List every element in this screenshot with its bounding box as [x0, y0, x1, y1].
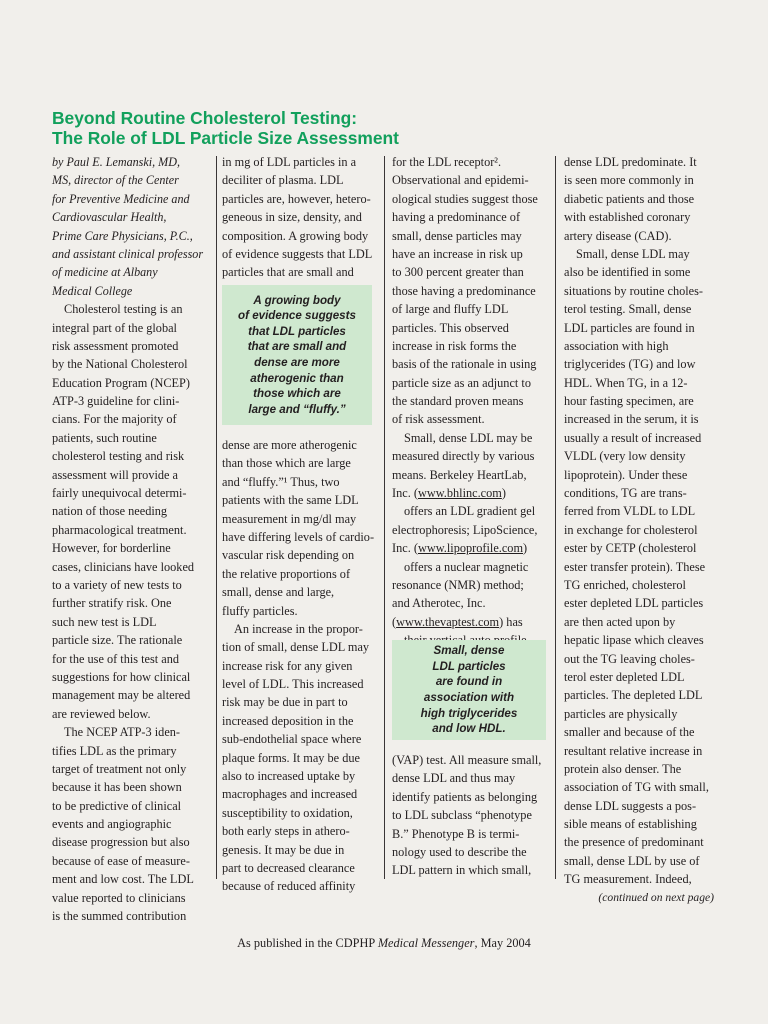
- text-line: Medical College: [52, 283, 133, 298]
- text-line: tion of small, dense LDL may: [222, 640, 370, 655]
- text-line: Education Program (NCEP): [52, 375, 190, 390]
- text-line: However, for borderline: [52, 541, 171, 556]
- text-line: increase risk for any given: [222, 658, 353, 673]
- text-line: with established coronary: [564, 210, 691, 225]
- text-line: particle size as an adjunct to: [392, 375, 531, 390]
- text-line: small, dense particles may: [392, 228, 522, 243]
- text-line: level of LDL. This increased: [222, 677, 364, 692]
- paragraph: [564, 153, 724, 245]
- pull-quote: [392, 640, 546, 740]
- text-line: protein also denser. The: [564, 761, 682, 776]
- text-line: terol ester depleted LDL: [564, 669, 685, 684]
- text-line: means. Berkeley HeartLab,: [392, 467, 527, 482]
- text-line: of evidence suggests that LDL: [222, 246, 373, 261]
- text-line: because of ease of measure-: [52, 853, 190, 868]
- text-line: dense LDL predominate. It: [564, 155, 697, 169]
- text-line: macrophages and increased: [222, 787, 358, 802]
- text-line: sub-endothelial space where: [222, 732, 362, 747]
- text-line: VLDL (very low density: [564, 449, 686, 464]
- text-line: association of TG with small,: [564, 780, 709, 795]
- text-line: than those which are large: [222, 456, 351, 471]
- text-line: B.” Phenotype B is termi-: [392, 826, 520, 841]
- text-line: increased in the serum, it is: [564, 412, 699, 427]
- paragraph: [222, 153, 378, 282]
- text-line: risk may be due in part to: [222, 695, 348, 710]
- paragraph: [564, 245, 724, 889]
- text-line: MS, director of the Center: [52, 173, 179, 188]
- text-line: small, dense and large,: [222, 585, 335, 600]
- text-line: ological studies suggest those: [392, 191, 538, 206]
- text-line: TG enriched, cholesterol: [564, 577, 686, 592]
- paragraph: [222, 436, 378, 620]
- text-line: measurement in mg/dl may: [222, 511, 357, 526]
- text-line: the presence of predominant: [564, 835, 704, 850]
- text-line: resonance (NMR) method;: [392, 577, 524, 592]
- text-line: are then acted upon by: [564, 614, 676, 629]
- text-line: fluffy particles.: [222, 603, 298, 618]
- text-line: basis of the rationale in using: [392, 357, 537, 372]
- text-line: geneous in size, density, and: [222, 210, 362, 225]
- text-line: offers a nuclear magnetic: [404, 559, 529, 574]
- text-line: risk assessment promoted: [52, 338, 179, 353]
- text-line: dense LDL suggests a pos-: [564, 798, 697, 813]
- text-line: A growing body: [253, 293, 341, 307]
- bhlinc-link[interactable]: www.bhlinc.com: [417, 486, 502, 501]
- text-line: dense LDL and thus may: [392, 771, 516, 786]
- text-line: deciliter of plasma. LDL: [222, 173, 344, 188]
- text-line: LDL particles are found in: [564, 320, 695, 335]
- text-line: by the National Cholesterol: [52, 357, 188, 372]
- text-line: association with: [423, 691, 515, 704]
- text-line: management may be altered: [52, 688, 191, 703]
- text-line: further stratify risk. One: [52, 596, 172, 611]
- text-line: composition. A growing body: [222, 228, 369, 243]
- thevaptest-link[interactable]: www.thevaptest.com: [396, 614, 500, 629]
- text-line: for the LDL receptor².: [392, 155, 502, 169]
- text-line: of risk assessment.: [392, 412, 485, 427]
- text-line: events and angiographic: [52, 817, 172, 832]
- paragraph: [222, 620, 378, 896]
- text-line: LDL particles: [432, 659, 506, 673]
- text-line: artery disease (CAD).: [564, 228, 672, 243]
- text-line: increase in risk forms the: [392, 338, 517, 353]
- text-line: electrophoresis; LipoScience,: [392, 522, 538, 537]
- text-line: Small, dense: [433, 644, 505, 658]
- text-line: in exchange for cholesterol: [564, 522, 698, 537]
- text-line: dense are more atherogenic: [222, 438, 357, 452]
- column-3: [392, 153, 552, 650]
- text-line: to be predictive of clinical: [52, 798, 182, 813]
- text-line: particles that are small and: [222, 265, 354, 280]
- lipoprofile-link[interactable]: www.lipoprofile.com: [417, 541, 524, 556]
- text-line: the relative proportions of: [222, 566, 351, 581]
- text-line: to LDL subclass “phenotype: [392, 808, 532, 823]
- text-line: Prime Care Physicians, P.C.,: [52, 228, 193, 243]
- text-line: also be identified in some: [564, 265, 691, 280]
- text-line: ester by CETP (cholesterol: [564, 541, 697, 556]
- text-line: plaque forms. It may be due: [222, 750, 360, 765]
- text-line: HDL. When TG, in a 12-: [564, 375, 688, 390]
- text-line: hour fasting specimen, are: [564, 394, 694, 409]
- text-line: offers an LDL gradient gel: [404, 504, 536, 519]
- text-line: suggestions for how clinical: [52, 669, 191, 684]
- text-line: out the TG leaving choles-: [564, 651, 695, 666]
- author-byline: [52, 153, 212, 300]
- text-line: and “fluffy.”¹ Thus, two: [222, 474, 340, 489]
- text-line: smaller and because of the: [564, 725, 695, 740]
- text-line: target of treatment not only: [52, 761, 187, 776]
- text-line: pharmacological treatment.: [52, 522, 187, 537]
- column-divider: [216, 156, 217, 879]
- pull-quote: [222, 285, 372, 425]
- text-line: integral part of the global: [52, 320, 177, 335]
- text-line: nology used to describe the: [392, 844, 527, 859]
- text-line: for the use of this test and: [52, 651, 180, 666]
- text-line: cians. For the majority of: [52, 412, 177, 427]
- text-line: having a predominance of: [392, 210, 521, 225]
- text-line: cases, clinicians have looked: [52, 559, 195, 574]
- text-line: atherogenic than: [250, 371, 344, 385]
- text-line: patients with the same LDL: [222, 493, 359, 508]
- text-line: disease progression but also: [52, 835, 190, 850]
- text-line: susceptibility to oxidation,: [222, 805, 353, 820]
- text-line: Cardiovascular Health,: [52, 210, 167, 225]
- text-line: lipoprotein). Under these: [564, 467, 688, 482]
- text-line: increased deposition in the: [222, 713, 354, 728]
- text-line: conditions, TG are trans-: [564, 486, 687, 501]
- text-line: that LDL particles: [248, 324, 346, 338]
- text-line: Small, dense LDL may be: [404, 430, 533, 445]
- text-line: assessment will provide a: [52, 467, 179, 482]
- text-line: because it has been shown: [52, 780, 182, 795]
- column-2-continued: [222, 436, 378, 896]
- text-line: ester transfer protein). These: [564, 559, 706, 574]
- text-line: measured directly by various: [392, 449, 535, 464]
- text-line: are reviewed below.: [52, 706, 151, 721]
- text-line: The NCEP ATP-3 iden-: [64, 725, 181, 740]
- text-line: both early steps in athero-: [222, 824, 350, 839]
- text-line: usually a result of increased: [564, 430, 702, 445]
- text-line: Small, dense LDL may: [576, 246, 690, 261]
- text-line: ferred from VLDL to LDL: [564, 504, 696, 519]
- text-line: ester depleted LDL particles: [564, 596, 704, 611]
- column-3-continued: [392, 751, 552, 880]
- paragraph: [392, 153, 552, 429]
- text-line: value reported to clinicians: [52, 890, 186, 905]
- text-line: that are small and: [247, 340, 347, 354]
- continued-note: (continued on next page): [598, 890, 714, 904]
- text-line: An increase in the propor-: [234, 621, 363, 636]
- text-line: situations by routine choles-: [564, 283, 704, 298]
- text-line: cholesterol testing and risk: [52, 449, 185, 464]
- text-line: Cholesterol testing is an: [64, 302, 183, 317]
- text-line: small, dense LDL by use of: [564, 853, 700, 868]
- text-line: for Preventive Medicine and: [52, 191, 190, 206]
- title-line-1: Beyond Routine Cholesterol Testing:: [52, 108, 357, 128]
- column-divider: [384, 156, 385, 879]
- text-line: of large and fluffy LDL: [392, 302, 509, 317]
- paragraph: [52, 723, 212, 925]
- text-line: in mg of LDL particles in a: [222, 155, 357, 169]
- text-line: tifies LDL as the primary: [52, 743, 177, 758]
- text-line: ATP-3 guideline for clini-: [52, 394, 180, 409]
- text-line: fairly unequivocal determi-: [52, 486, 187, 501]
- text-line: large and “fluffy.”: [248, 402, 346, 416]
- text-line: have differing levels of cardio-: [222, 529, 375, 544]
- paragraph: [52, 300, 212, 723]
- text-line: hepatic lipase which cleaves: [564, 633, 704, 648]
- text-line: such new test is LDL: [52, 614, 157, 629]
- text-line: to a variety of new tests to: [52, 577, 182, 592]
- text-line: identify patients as belonging: [392, 789, 538, 804]
- text-line: particles. This observed: [392, 320, 509, 335]
- text-line: terol testing. Small, dense: [564, 302, 692, 317]
- text-line: is the summed contribution: [52, 909, 187, 924]
- text-line: high triglycerides: [420, 706, 518, 720]
- text-line: are found in: [435, 675, 503, 689]
- text-line: part to decreased clearance: [222, 860, 355, 875]
- text-line: particle size. The rationale: [52, 633, 183, 648]
- text-line: those which are: [253, 387, 341, 401]
- text-line: resultant relative increase in: [564, 743, 703, 758]
- publication-name: Medical Messenger: [377, 936, 475, 950]
- column-divider: [555, 156, 556, 879]
- text-line: vascular risk depending on: [222, 548, 355, 563]
- text-line: also to increased uptake by: [222, 769, 356, 784]
- text-line: and assistant clinical professor: [52, 246, 204, 261]
- text-line: because of reduced affinity: [222, 879, 356, 894]
- text-line: to 300 percent greater than: [392, 265, 524, 280]
- text-line: LDL pattern in which small,: [392, 863, 532, 878]
- text-line: sible means of establishing: [564, 817, 697, 832]
- article-title: [52, 108, 732, 148]
- text-line: by Paul E. Lemanski, MD,: [52, 155, 180, 169]
- text-line: association with high: [564, 338, 669, 353]
- text-line: Observational and epidemi-: [392, 173, 529, 188]
- text-line: and low HDL.: [432, 722, 506, 736]
- text-line: ment and low cost. The LDL: [52, 872, 194, 887]
- text-line: genesis. It may be due in: [222, 842, 345, 857]
- column-1: [52, 153, 212, 925]
- text-line: of evidence suggests: [238, 309, 356, 323]
- text-line: particles. The depleted LDL: [564, 688, 703, 703]
- text-line: particles are, however, hetero-: [222, 191, 371, 206]
- column-4: [564, 153, 724, 907]
- text-line: (VAP) test. All measure small,: [392, 753, 542, 767]
- text-line: dense are more: [254, 356, 340, 369]
- text-line: the standard proven means: [392, 394, 524, 409]
- text-line: TG measurement. Indeed,: [564, 872, 692, 887]
- title-line-2: The Role of LDL Particle Size Assessment: [52, 128, 399, 148]
- paragraph: Small, dense LDL may be measured directly by various means. Berkeley HeartLab, Inc. (www.bhlinc.com) offers an LDL gradient gel electrophoresis; LipoScience, Inc. (www.lipoprofile.com) offers a nuclear magnetic resonance (NMR) method; and Atherotec, Inc. (www.thevaptest.com) has: [392, 429, 552, 650]
- text-line: those having a predominance: [392, 283, 536, 298]
- text-line: diabetic patients and those: [564, 191, 695, 206]
- text-line: and Atherotec, Inc.: [392, 596, 486, 611]
- text-line: patients, such routine: [52, 430, 157, 445]
- text-line: triglycerides (TG) and low: [564, 357, 696, 372]
- text-line: particles are physically: [564, 706, 678, 721]
- column-2: [222, 153, 378, 282]
- text-line: of medicine at Albany: [52, 265, 158, 280]
- paragraph: [392, 751, 552, 880]
- text-line: have an increase in risk up: [392, 246, 523, 261]
- text-line: nation of those needing: [52, 504, 168, 519]
- publication-footer: As published in the CDPHP Medical Messenger, May 2004: [237, 936, 531, 950]
- text-line: is seen more commonly in: [564, 173, 694, 188]
